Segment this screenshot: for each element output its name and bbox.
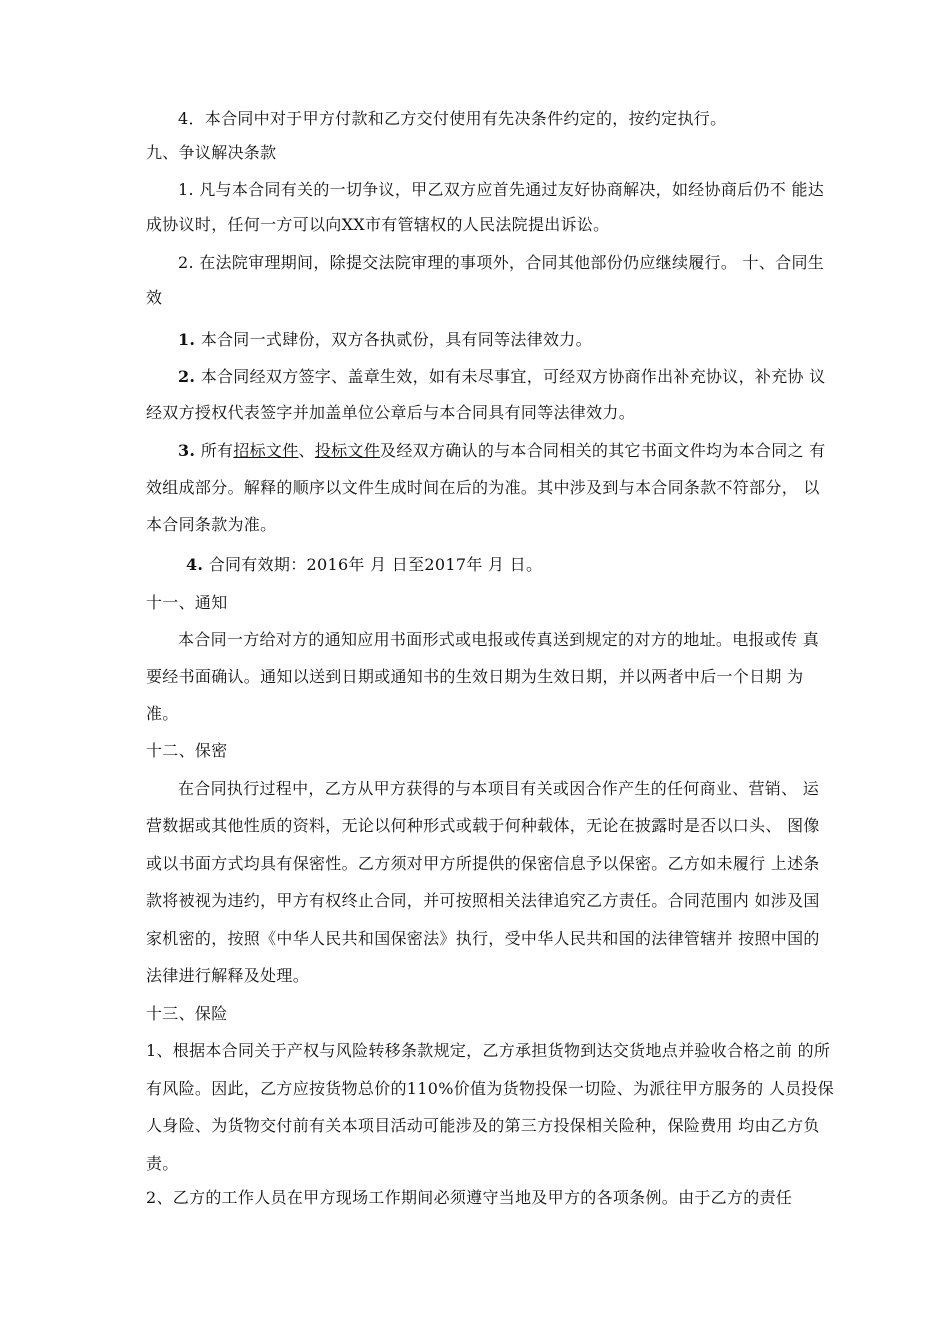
clause-10-item-2-line-2: 经双方授权代表签字并加盖单位公章后与本合同具有同等法律效力。 <box>146 403 636 422</box>
clause-13-item-1-line-4: 责。 <box>146 1154 179 1173</box>
clause-13-item-1-line-2: 有风险。因此，乙方应按货物总价的110%价值为货物投保一切险、为派往甲方服务的 人员投保 <box>146 1079 835 1098</box>
item-text: 所有 <box>200 441 234 460</box>
section-9-heading: 九、争议解决条款 <box>146 143 277 162</box>
clause-10-item-4 <box>186 555 542 575</box>
clause-13-item-2-line-1: 2、乙方的工作人员在甲方现场工作期间必须遵守当地及甲方的各项条例。由于乙方的责任 <box>146 1188 793 1207</box>
section-11-heading: 十一、通知 <box>146 593 228 612</box>
clause-10-item-2-line-1 <box>178 367 826 387</box>
item-text: 本合同一式肆份，双方各执贰份，具有同等法律效力。 <box>200 330 592 349</box>
clause-9-item-1-line-2: 成协议时，任何一方可以向XX市有管辖权的人民法院提出诉讼。 <box>146 215 610 234</box>
clause-10-item-3-line-3: 本合同条款为准。 <box>146 515 277 534</box>
clause-12-line-5: 家机密的，按照《中华人民共和国保密法》执行，受中华人民共和国的法律管辖并 按照中国的 <box>146 929 820 948</box>
item-text: 、 <box>298 441 315 460</box>
clause-12-line-6: 法律进行解释及处理。 <box>146 966 310 985</box>
clause-9-item-2-line-2: 效 <box>146 288 163 307</box>
clause-10-item-3-line-1 <box>178 441 826 461</box>
item-text: 及经双方确认的与本合同相关的其它书面文件均为本合同之 有 <box>380 441 826 460</box>
clause-13-item-1-line-1: 1、根据本合同关于产权与风险转移条款规定，乙方承担货物到达交货地点并验收合格之前 的所 <box>146 1041 831 1060</box>
clause-12-line-1: 在合同执行过程中，乙方从甲方获得的与本项目有关或因合作产生的任何商业、营销、 运 <box>178 779 820 798</box>
section-13-heading: 十三、保险 <box>146 1004 228 1023</box>
item-text: 合同有效期：2016年 月 日至2017年 月 日。 <box>208 555 543 574</box>
clause-11-line-1: 本合同一方给对方的通知应用书面形式或电报或传真送到规定的对方的地址。电报或传 真 <box>178 630 820 649</box>
clause-12-line-3: 或以书面方式均具有保密性。乙方须对甲方所提供的保密信息予以保密。乙方如未履行 上述条 <box>146 854 820 873</box>
item-number: 3. <box>178 441 196 460</box>
clause-10-item-3-line-2: 效组成部分。解释的顺序以文件生成时间在后的为准。其中涉及到与本合同条款不符部分， 以 <box>146 478 820 497</box>
clause-12-line-2: 营数据或其他性质的资料，无论以何种形式或载于何种载体，无论在披露时是否以口头、 图像 <box>146 816 820 835</box>
clause-9-item-1-line-1: 1. 凡与本合同有关的一切争议，甲乙双方应首先通过友好协商解决，如经协商后仍不 能达 <box>178 180 825 199</box>
item-number: 1. <box>178 330 196 349</box>
clause-11-line-3: 准。 <box>146 704 179 723</box>
clause-8-item-4: 4．本合同中对于甲方付款和乙方交付使用有先决条件约定的，按约定执行。 <box>178 109 727 128</box>
clause-10-item-1 <box>178 330 592 350</box>
tender-documents-link: 投标文件 <box>314 441 381 460</box>
item-number: 4. <box>186 555 204 574</box>
clause-13-item-1-line-3: 人身险、为货物交付前有关本项目活动可能涉及的第三方投保相关险种，保险费用 均由乙方负 <box>146 1116 820 1135</box>
item-text: 本合同经双方签字、盖章生效，如有未尽事宜，可经双方协商作出补充协议，补充协 议 <box>200 367 826 386</box>
item-number: 2. <box>178 367 196 386</box>
clause-11-line-2: 要经书面确认。通知以送到日期或通知书的生效日期为生效日期，并以两者中后一个日期 为 <box>146 667 804 686</box>
bid-documents-link: 招标文件 <box>233 441 299 460</box>
clause-9-item-2-line-1: 2. 在法院审理期间，除提交法院审理的事项外，合同其他部份仍应继续履行。 十、合同生 <box>178 253 825 272</box>
section-12-heading: 十二、保密 <box>146 741 228 760</box>
clause-12-line-4: 款将被视为违约，甲方有权终止合同，并可按照相关法律追究乙方责任。合同范围内 如涉及国 <box>146 891 820 910</box>
